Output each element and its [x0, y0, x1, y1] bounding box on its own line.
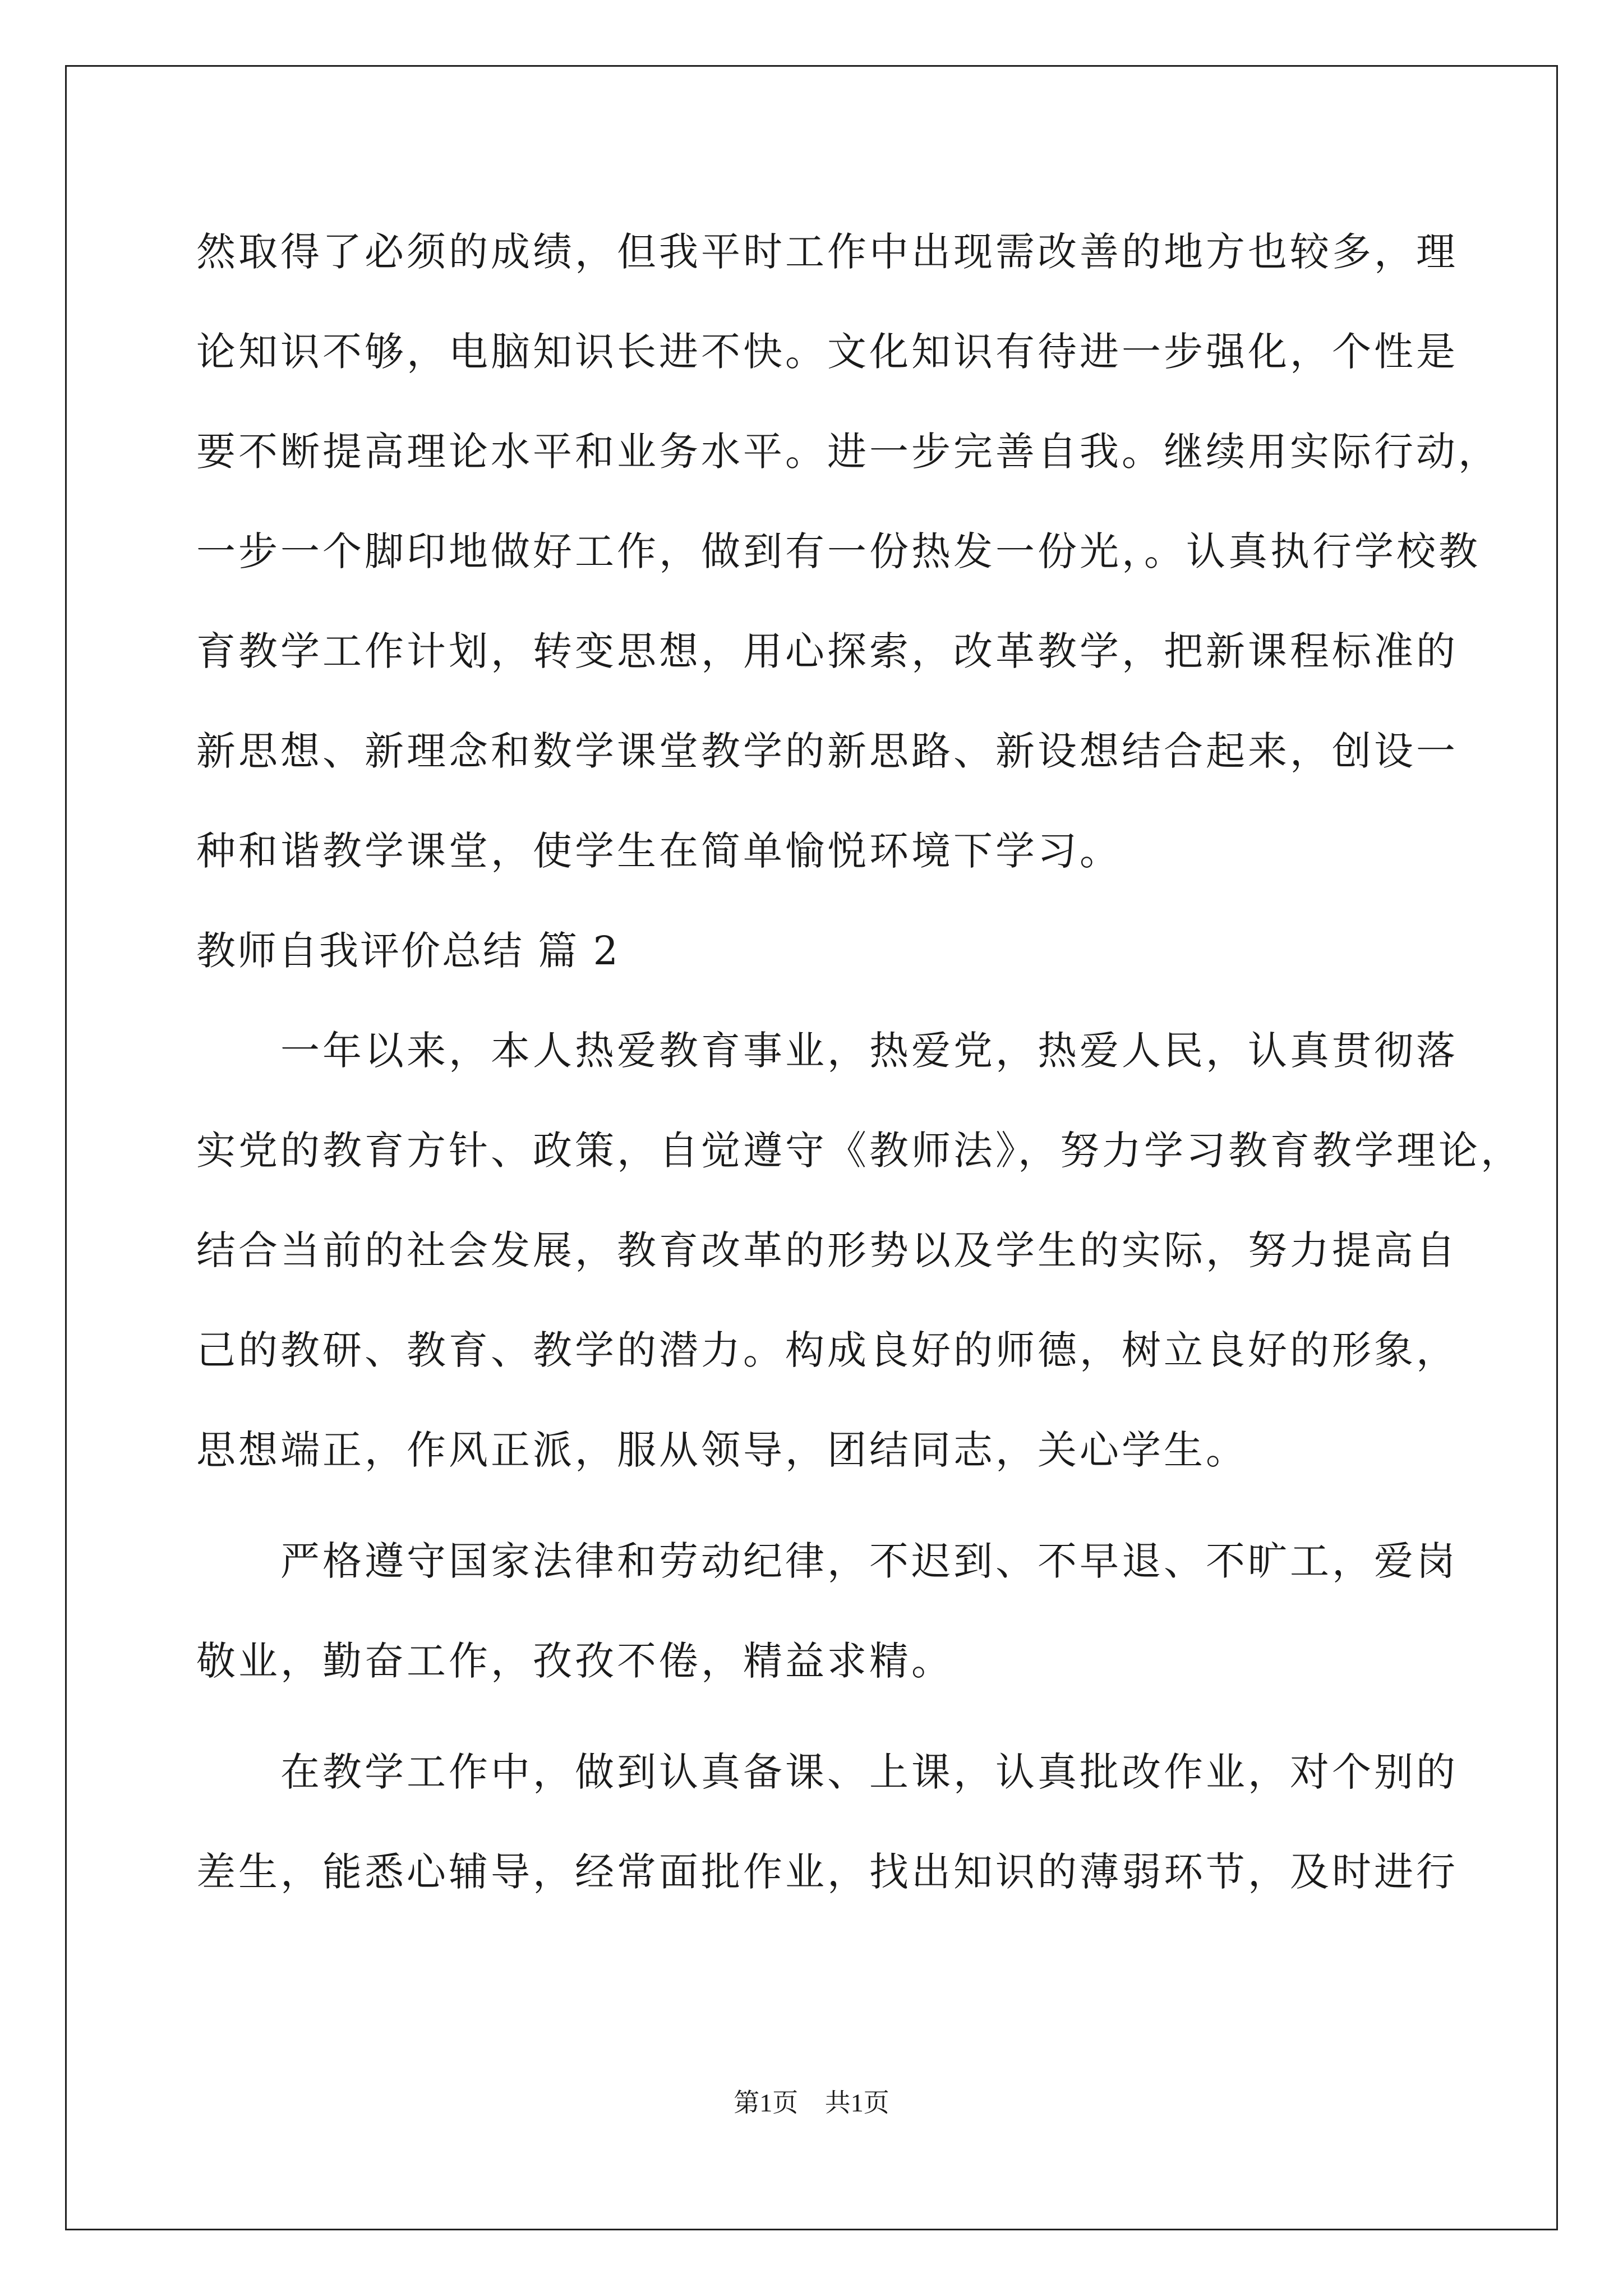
text-line: 论知识不够，电脑知识长进不快。文化知识有待进一步强化，个性是 [196, 329, 1458, 375]
text-line: 结合当前的社会发展，教育改革的形势以及学生的实际，努力提高自 [196, 1227, 1458, 1273]
page-number: 第1页 [734, 2088, 799, 2117]
page-total: 共1页 [824, 2088, 889, 2117]
paragraph-first-line: 严格遵守国家法律和劳动纪律，不迟到、不早退、不旷工，爱岗 [280, 1538, 1458, 1584]
text-line: 差生，能悉心辅导，经常面批作业，找出知识的薄弱环节，及时进行 [196, 1849, 1458, 1895]
text-line: 思想端正，作风正派，服从领导，团结同志，关心学生。 [196, 1427, 1248, 1473]
text-line: 新思想、新理念和数学课堂教学的新思路、新设想结合起来，创设一 [196, 728, 1458, 774]
paragraph-spacer [196, 1500, 1436, 1511]
text-line: 实党的教育方针、政策，自觉遵守《教师法》，努力学习教育教学理论， [196, 1128, 1523, 1174]
document-body [196, 202, 1523, 1922]
text-line: 种和谐教学课堂，使学生在简单愉悦环境下学习。 [196, 828, 1122, 874]
paragraph-first-line: 一年以来，本人热爱教育事业，热爱党，热爱人民，认真贯彻落 [280, 1028, 1458, 1074]
paragraph-spacer [196, 1711, 1436, 1722]
text-line: 敬业，勤奋工作，孜孜不倦，精益求精。 [196, 1638, 953, 1684]
text-line: 育教学工作计划，转变思想，用心探索，改革教学，把新课程标准的 [196, 628, 1458, 674]
text-line: 一步一个脚印地做好工作，做到有一份热发一份光，。认真执行学校教 [196, 528, 1481, 574]
section-heading: 教师自我评价总结 篇 2 [196, 928, 620, 974]
paragraph-first-line: 在教学工作中，做到认真备课、上课，认真批改作业，对个别的 [280, 1749, 1458, 1795]
text-line: 然取得了必须的成绩，但我平时工作中出现需改善的地方也较多，理 [196, 229, 1458, 275]
page-footer [0, 2082, 1623, 2119]
text-line: 要不断提高理论水平和业务水平。进一步完善自我。继续用实际行动， [196, 429, 1500, 475]
text-line: 己的教研、教育、教学的潜力。构成良好的师德，树立良好的形象， [196, 1327, 1458, 1373]
